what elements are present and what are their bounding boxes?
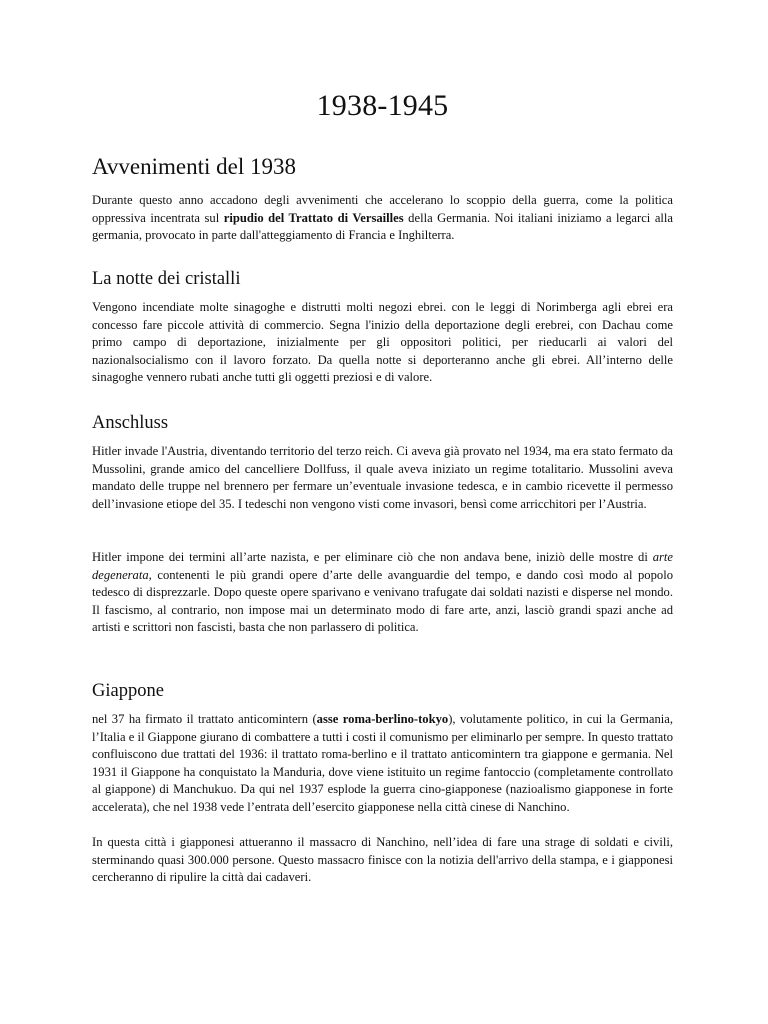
paragraph-text: contenenti le più grandi opere d’arte delle avanguardie del tempo, e dando così modo al popolo tedesco di disprezzarle. Dopo queste opere sparivano e venivano trafugate dai soldati nazisti e disperse nel mondo. Il fascismo, al contrario, non impose mai un determinato modo di fare arte, anzi, lasciò grandi spazi anche ad artisti e scrittori non fascisti, basta che non parlassero di politica. xyxy=(92,567,673,635)
section-paragraph-anschluss-1: Hitler invade l'Austria, diventando territorio del terzo reich. Ci aveva già provato nel 1934, ma era stato fermato da Mussolini, grande amico del cancelliere Dollfuss, il quale aveva iniziato un regime totalitario. Mussolini aveva mandato delle truppe nel brennero per fermare un’eventuale invasione tedesca, e in cambio ricevette il permesso dell’invasione etiope del 35. I tedeschi non vengono visti come invasori, bensì come arricchitori per l’Austria. xyxy=(92,444,673,511)
section-heading-avvenimenti: Avvenimenti del 1938 xyxy=(92,154,296,179)
paragraph-text: Durante questo anno accadono degli avvenimenti che accelerano lo scoppio della guerra, come la politica oppressiva incentrata sul xyxy=(92,193,673,225)
paragraph-text: ), volutamente politico, in cui la Germania, l’Italia e il Giappone giurano di combattere a tutti i costi il comunismo per eliminarlo per sempre. In questo trattato confluiscono due trattati del 1936: il trattato roma-berlino e il trattato anticomintern tra giappone e germania. Nel 1931 il Giappone ha conquistato la Manduria, dove viene istituito un regime fantoccio (completamente controllato al giappone) di Manchukuo. Da qui nel 1937 esplode la guerra cino-giapponese (nazioalismo giapponese in forte accelerata), che nel 1938 vede l’entrata dell’esercito giapponese nella città cinese di Nanchino. xyxy=(92,712,673,814)
paragraph-text: nel 37 ha firmato il trattato anticomintern ( xyxy=(92,712,317,726)
section-paragraph-avvenimenti xyxy=(92,192,673,245)
document-title: 1938-1945 xyxy=(316,89,449,122)
section-paragraph-giappone-2: In questa città i giapponesi attueranno il massacro di Nanchino, nell’idea di fare una strage di soldati e civili, sterminando quasi 300.000 persone. Questo massacro finisce con la notizia dell'arrivo della stampa, e i giapponesi cercheranno di ripulire la città dai cadaveri. xyxy=(92,835,673,885)
bold-phrase: ripudio del Trattato di Versailles xyxy=(223,210,404,225)
paragraph-text: Hitler impone dei termini all’arte nazista, e per eliminare ciò che non andava bene, iniziò delle mostre di xyxy=(92,550,653,564)
section-heading-anschluss: Anschluss xyxy=(92,413,169,433)
paragraph-text: della Germania. Noi italiani iniziamo a legarci alla germania, provocato in parte dall'atteggiamento di Francia e Inghilterra. xyxy=(92,210,673,243)
section-heading-giappone: Giappone xyxy=(92,681,164,701)
bold-phrase: asse roma-berlino-tokyo xyxy=(316,712,449,726)
section-paragraph-anschluss-2 xyxy=(92,549,673,637)
section-heading-notte-cristalli: La notte dei cristalli xyxy=(92,269,241,289)
section-paragraph-notte-cristalli: Vengono incendiate molte sinagoghe e distrutti molti negozi ebrei. con le leggi di Norimberga agli ebrei era concesso fare piccole attività di commercio. Segna l'inizio della deportazione degli erebrei, con Dachau come primo campo di deportazione, inizialmente per gli oppositori politici, per rieducarli ai valori del nazionalsocialismo con il lavoro forzato. Da quella notte si deporteranno anche gli ebrei. All’interno delle sinagoghe vennero rubati anche tutti gli oggetti preziosi e di valore. xyxy=(92,300,673,385)
italic-phrase: arte degenerata, xyxy=(92,550,673,582)
section-paragraph-giappone-1 xyxy=(92,711,673,817)
